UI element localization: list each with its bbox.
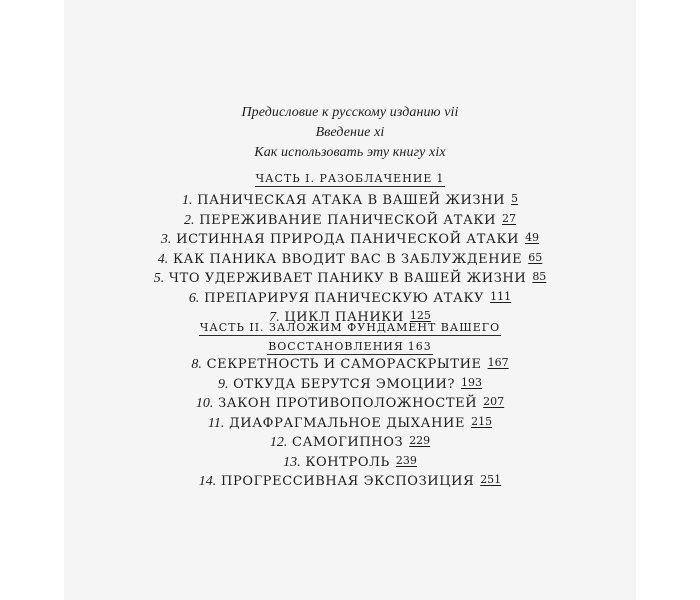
chapter-page: 49: [525, 231, 540, 244]
chapter-page: 207: [483, 395, 505, 408]
toc-entry: [64, 249, 636, 269]
chapter-title: ОТКУДА БЕРУТСЯ ЭМОЦИИ?: [233, 376, 456, 392]
part-2-chapter-list: [64, 354, 636, 491]
toc-entry: [64, 452, 636, 472]
chapter-page: 111: [490, 289, 512, 303]
toc-entry: [64, 432, 636, 452]
chapter-page: 125: [409, 309, 431, 322]
chapter-title: ПАНИЧЕСКАЯ АТАКА В ВАШЕЙ ЖИЗНИ: [197, 193, 506, 208]
part-2-title: ВОССТАНОВЛЕНИЯ: [268, 340, 404, 353]
chapter-page: 215: [471, 414, 493, 428]
chapter-title: ИСТИННАЯ ПРИРОДА ПАНИЧЕСКОЙ АТАКИ: [176, 232, 520, 247]
chapter-page: 193: [461, 375, 483, 389]
part-2-heading: [64, 321, 636, 355]
chapter-number: 11.: [207, 415, 225, 431]
chapter-page: 65: [528, 250, 543, 264]
chapter-number: 9.: [217, 376, 229, 392]
chapter-title: СЕКРЕТНОСТЬ И САМОРАСКРЫТИЕ: [206, 357, 482, 372]
part-2-page: 163: [407, 340, 432, 353]
toc-entry: [64, 288, 636, 308]
chapter-title: ПРЕПАРИРУЯ ПАНИЧЕСКУЮ АТАКУ: [204, 290, 485, 306]
chapter-page: 239: [395, 453, 417, 467]
toc-entry: [64, 190, 636, 210]
front-matter-preface: Предисловие к русскому изданию vii: [241, 105, 459, 120]
front-matter-list: [64, 103, 636, 163]
chapter-page: 251: [480, 473, 502, 486]
toc-entry: [64, 413, 636, 433]
chapter-number: 12.: [269, 435, 288, 450]
chapter-title: КАК ПАНИКА ВВОДИТ ВАС В ЗАБЛУЖДЕНИЕ: [173, 251, 523, 267]
chapter-title: ЦИКЛ ПАНИКИ: [284, 310, 404, 325]
chapter-page: 5: [511, 192, 519, 205]
toc-entry: [64, 210, 636, 230]
toc-entry: [64, 393, 636, 413]
chapter-title: ПРОГРЕССИВНАЯ ЭКСПОЗИЦИЯ: [221, 474, 475, 489]
chapter-title: ПЕРЕЖИВАНИЕ ПАНИЧЕСКОЙ АТАКИ: [199, 212, 497, 228]
chapter-number: 6.: [188, 290, 200, 306]
part-1-title: ЧАСТЬ I. РАЗОБЛАЧЕНИЕ: [255, 172, 433, 185]
chapter-number: 4.: [157, 251, 169, 267]
chapter-title: ЗАКОН ПРОТИВОПОЛОЖНОСТЕЙ: [218, 396, 478, 411]
chapter-number: 5.: [153, 271, 165, 286]
chapter-number: 3.: [160, 232, 172, 247]
part-2-title-line-1: ЧАСТЬ II. ЗАЛОЖИМ ФУНДАМЕНТ ВАШЕГО: [199, 321, 501, 334]
chapter-page: 27: [502, 211, 517, 225]
toc-page: [64, 0, 636, 600]
chapter-title: ЧТО УДЕРЖИВАЕТ ПАНИКУ В ВАШЕЙ ЖИЗНИ: [168, 271, 527, 286]
chapter-number: 2.: [183, 212, 195, 228]
toc-entry: [64, 374, 636, 394]
chapter-page: 167: [487, 356, 509, 369]
chapter-number: 10.: [195, 396, 214, 411]
chapter-number: 14.: [198, 474, 217, 489]
chapter-page: 229: [409, 434, 431, 447]
chapter-title: САМОГИПНОЗ: [292, 435, 404, 450]
part-2-title-line-2: [267, 340, 433, 355]
part-1-heading: [64, 172, 636, 187]
chapter-title: КОНТРОЛЬ: [305, 454, 390, 470]
toc-entry: [64, 229, 636, 249]
front-matter-how-to-use: Как использовать эту книгу xix: [254, 145, 446, 160]
toc-entry: [64, 268, 636, 288]
chapter-number: 8.: [191, 357, 202, 372]
chapter-number: 13.: [283, 454, 301, 470]
part-1-chapter-list: [64, 190, 636, 327]
chapter-page: 85: [532, 270, 547, 283]
toc-entry: [64, 354, 636, 374]
front-matter-introduction: Введение xi: [315, 125, 385, 140]
part-1-page: 1: [436, 172, 445, 185]
part-1-title-line: [255, 172, 446, 187]
chapter-number: 1.: [181, 193, 193, 208]
chapter-number: 7.: [269, 310, 280, 325]
chapter-title: ДИАФРАГМАЛЬНОЕ ДЫХАНИЕ: [229, 415, 466, 431]
toc-entry: [64, 471, 636, 491]
